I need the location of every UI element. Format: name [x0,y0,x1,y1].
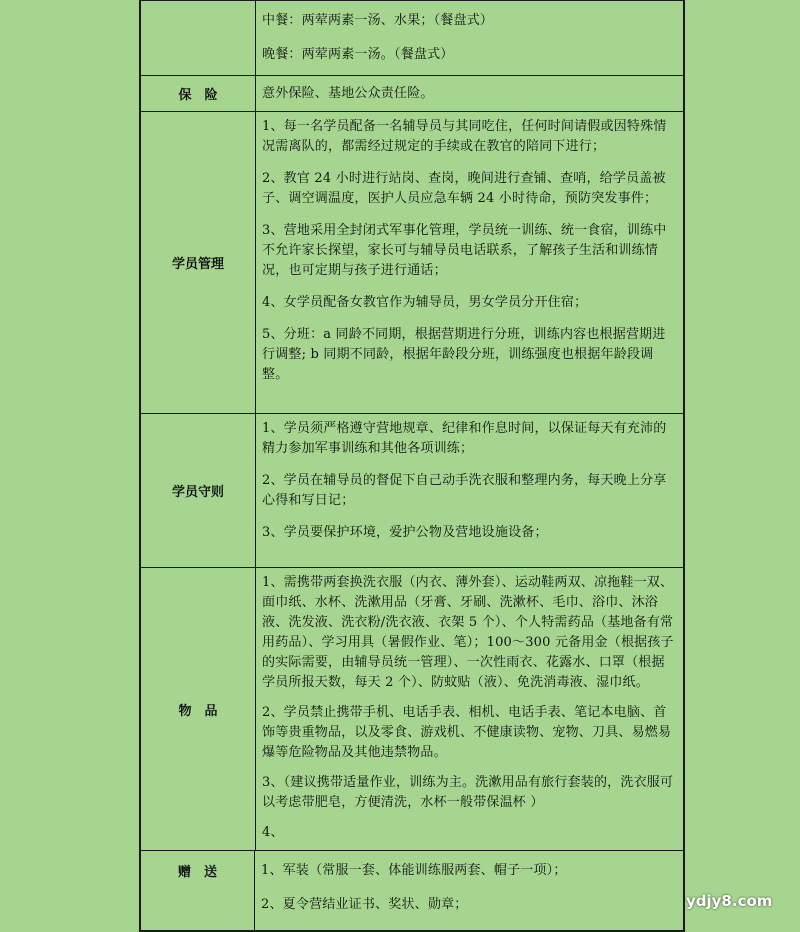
content-item: 1、学员须严格遵守营地规章、纪律和作息时间，以保证每天有充沛的精力参加军事训练和其他各项训练； [262,421,667,456]
row-label: 学员守则 [141,414,256,567]
row-label: 学员管理 [141,112,256,413]
row-content [256,568,683,850]
content-item: 1、需携带两套换洗衣服（内衣、薄外套）、运动鞋两双、凉拖鞋一双、面巾纸、水杯、洗漱用品（牙膏、牙刷、洗漱杯、毛巾、浴巾、沐浴液、洗发液、洗衣粉/洗衣液、衣架 5 个）、个人特需药品（基地备有常用药品）、学习用具（暑假作业、笔）；100～300 元备用金（根据孩子的实际需要，由辅导员统一管理）、一次性雨衣、花露水、口罩（根据学员所报天数，每天 2 个）、防蚊贴（液）、免洗消毒液、湿巾纸。 [262,575,674,690]
row-label [141,1,256,75]
content-item: 中餐：两荤两素一汤、水果；（餐盘式） [262,13,494,28]
row-content [256,414,683,567]
row-content [256,112,683,413]
content-item: 2、学员禁止携带手机、电话手表、相机、电话手表、笔记本电脑、首饰等贵重物品，以及零食、游戏机、不健康读物、宠物、刀具、易燃易爆等危险物品及其他违禁物品。 [262,705,672,760]
row-label: 赠 送 [141,851,255,930]
content-item: 5、分班：a 同龄不同期，根据营期进行分班，训练内容也根据营期进行调整; b 同期不同龄，根据年龄段分班，训练强度也根据年龄段调整。 [262,327,666,382]
row-items [141,567,683,850]
content-item: 3、学员要保护环境，爱护公物及营地设施设备； [262,525,548,540]
content-item: 3、营地采用全封闭式军事化管理，学员统一训练、统一食宿，训练中不允许家长探望，家长可与辅导员电话联系，了解孩子生活和训练情况，也可定期与孩子进行通话； [262,223,667,278]
row-content [255,851,683,930]
content-item: 2、学员在辅导员的督促下自己动手洗衣服和整理内务，每天晚上分享心得和写日记； [262,473,667,508]
content-item: 4、 [262,825,284,840]
content-item: 1、军装（常服一套、体能训练服两套、帽子一项）； [261,863,567,878]
content-item: 2、教官 24 小时进行站岗、查岗，晚间进行查铺、查哨，给学员盖被子、调空调温度，医护人员应急车辆 24 小时待命，预防突发事件； [262,171,666,206]
row-label: 物 品 [141,568,256,850]
row-student-rules [141,413,683,567]
content-item: 2、夏令营结业证书、奖状、勋章； [261,897,468,912]
row-meals [141,1,683,75]
row-label: 保 险 [141,76,256,111]
row-content [256,1,683,75]
info-table [139,0,685,932]
watermark: ydjy8.com [686,892,773,910]
row-insurance [141,75,683,111]
row-gifts [141,850,683,930]
row-student-management [141,111,683,413]
content-item: 1、每一名学员配备一名辅导员与其同吃住，任何时间请假或因特殊情况需离队的，都需经过规定的手续或在教官的陪同下进行； [262,119,667,154]
content-item: 3、（建议携带适量作业，训练为主。洗漱用品有旅行套装的，洗衣服可以考虑带肥皂，方便清洗，水杯一般带保温杯 ） [262,775,674,810]
content-item: 晚餐：两荤两素一汤。（餐盘式） [262,47,454,62]
row-content [256,76,683,111]
content-item: 意外保险、基地公众责任险。 [262,86,434,101]
content-item: 4、女学员配备女教官作为辅导员，男女学员分开住宿； [262,295,588,310]
